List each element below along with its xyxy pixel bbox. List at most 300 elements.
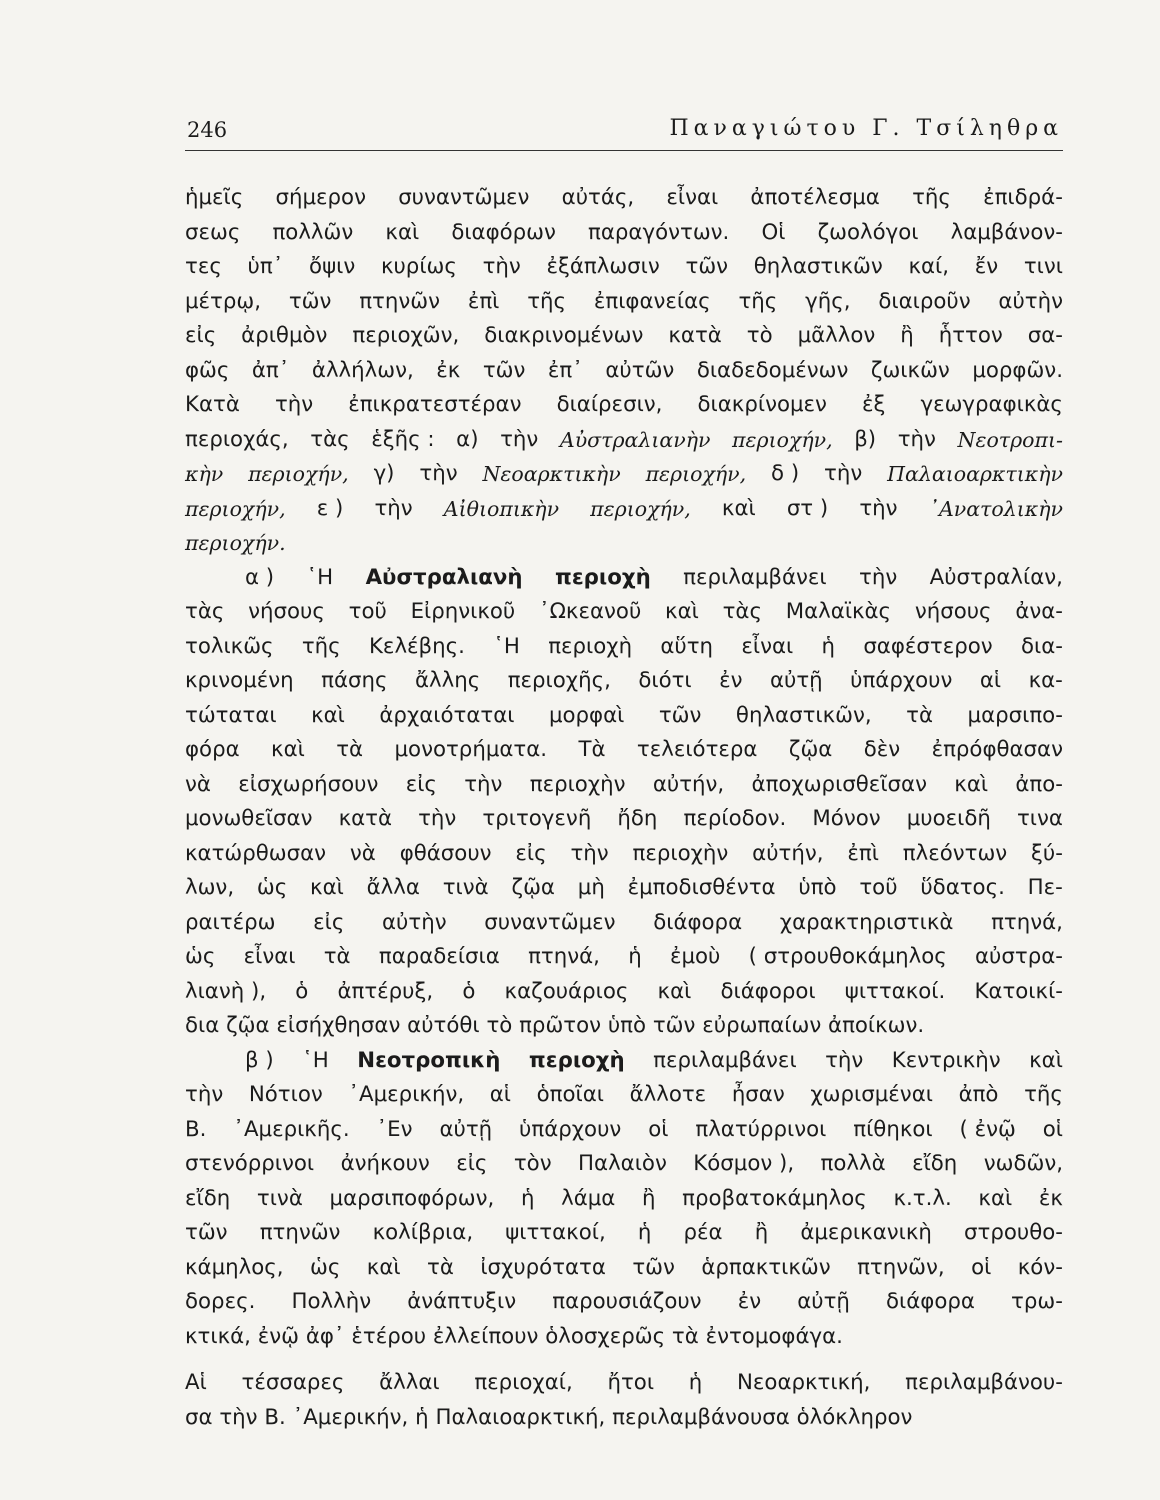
word: τέσσαρες: [241, 1370, 345, 1395]
word: καὶ: [310, 875, 344, 900]
word: ἐξ: [862, 392, 886, 417]
word: περιοχὴν: [529, 771, 626, 797]
text-line: [185, 181, 1063, 216]
word: πτηνῶν,: [857, 1254, 945, 1280]
word: Αὐστραλίαν,: [929, 564, 1063, 590]
word: καζουάριος: [504, 978, 629, 1004]
word: ἐπιδρά-: [983, 185, 1063, 210]
word: τὰ: [336, 737, 364, 762]
word: Κατοικί-: [974, 978, 1063, 1004]
text-line: [185, 595, 1063, 630]
word: ἄλλα: [366, 875, 420, 900]
word: τὴν: [274, 392, 314, 417]
word: αὐτάς,: [561, 185, 635, 210]
word: τὰ: [671, 1323, 699, 1349]
word: διαφόρων: [451, 219, 556, 245]
word: τὴν: [500, 426, 539, 452]
word: β ): [245, 1047, 274, 1073]
word: ὁποῖαι: [536, 1082, 604, 1107]
word: τὰς: [722, 599, 762, 624]
word: κα-: [1028, 668, 1063, 693]
word: ψιττακοί.: [844, 978, 946, 1004]
word: τῆς: [738, 288, 778, 314]
word: ἐνῷ: [257, 1323, 300, 1349]
word: πολλῶν: [272, 219, 354, 245]
word: ἐπὶ: [467, 288, 500, 314]
word: σήμερον: [275, 185, 366, 210]
word: μᾶλλον: [797, 323, 876, 348]
word: δια: [185, 1013, 220, 1038]
word: Β.: [264, 1404, 286, 1430]
word: στρουθο-: [964, 1220, 1063, 1245]
text-line: [185, 1182, 1063, 1217]
word: Πε-: [1027, 875, 1063, 900]
text-line: [185, 699, 1063, 734]
word: ἁρπακτικῶν: [701, 1254, 831, 1280]
word: περιοχήν,: [185, 496, 286, 521]
word: κατὰ: [668, 323, 722, 348]
word: ἀποίκων.: [828, 1013, 925, 1038]
word: ἀπο-: [1015, 771, 1063, 797]
word: τὴν: [418, 806, 457, 831]
word: καὶ: [657, 978, 692, 1004]
word: μυοειδῆ: [906, 806, 991, 831]
word: ὁλόκληρον: [796, 1404, 913, 1430]
text-line: [185, 285, 1063, 320]
word: χωρισμέναι: [810, 1082, 933, 1107]
word: περιοχαί,: [474, 1370, 573, 1395]
word: ζῷα: [226, 1013, 270, 1038]
word: παρουσιάζουν: [552, 1289, 702, 1314]
word: παραδείσια: [378, 944, 500, 969]
word: ἢ: [642, 1185, 656, 1211]
text-line: [185, 423, 1063, 458]
word: μονοτρήματα.: [394, 737, 548, 762]
text-line: [185, 250, 1063, 285]
word: ἐκ: [436, 357, 461, 383]
word: εἰς: [313, 909, 345, 935]
word: τινὰ: [256, 1185, 303, 1211]
word: διάφορα: [653, 909, 743, 935]
word: τὴν: [219, 1404, 258, 1430]
text-line: [185, 768, 1063, 803]
text-line: [185, 216, 1063, 251]
word: εἰς: [515, 840, 547, 866]
word: εἰσήχθησαν: [276, 1013, 401, 1038]
word: πτηνῶν: [259, 1220, 341, 1245]
word: ἡ: [415, 1404, 429, 1430]
word: αὐτῇ: [769, 668, 823, 693]
word: Αἰθιοπικὴν: [443, 496, 560, 521]
word: περιοχὴ: [528, 1047, 625, 1073]
word: αὐτόθι: [407, 1013, 480, 1038]
word: ἦσαν: [731, 1082, 785, 1107]
word: Μαλαϊκὰς: [785, 599, 892, 624]
word: στενόρρινοι: [185, 1151, 315, 1176]
page-number: 246: [187, 118, 228, 142]
word: ἀφ᾽: [305, 1323, 345, 1349]
word: κατώρθωσαν: [185, 840, 327, 866]
word: καὶ: [1029, 1047, 1063, 1073]
word: ῾Η: [306, 564, 334, 590]
word: κόν-: [1017, 1254, 1063, 1280]
word: ὑπὸ: [798, 875, 837, 900]
word: καὶ: [271, 737, 305, 762]
word: σα-: [1027, 323, 1063, 348]
word: Αἱ: [185, 1370, 207, 1395]
word: νήσους: [914, 599, 992, 624]
word: τὴν: [859, 564, 898, 590]
word: ὑπάρχουν: [519, 1116, 622, 1142]
word: ζωικῶν: [870, 357, 950, 383]
word: αὐστρα-: [975, 944, 1063, 969]
word: Παλαιὸν: [578, 1151, 667, 1176]
word: προβατοκάμηλος: [682, 1185, 867, 1211]
word: τὴν: [825, 1047, 864, 1073]
word: εἴδη: [912, 1151, 958, 1176]
word: μαρσιποφόρων,: [329, 1185, 495, 1211]
text-line: [185, 630, 1063, 665]
word: πρῶτον: [519, 1013, 602, 1038]
word: παραγόντων.: [588, 219, 730, 245]
word: σαφέστερον: [863, 633, 993, 659]
word: αὐτῶν: [605, 357, 675, 383]
word: συναντῶμεν: [398, 185, 530, 210]
word: στ ): [786, 495, 829, 521]
word: ὡς: [185, 944, 216, 969]
word: γ): [373, 461, 395, 486]
word: ἤτοι: [607, 1370, 655, 1395]
word: ἄλλαι: [379, 1370, 440, 1395]
word: ἀμερικανικὴ: [800, 1220, 932, 1245]
word: Νότιον: [248, 1082, 323, 1107]
word: τῶν: [632, 1254, 675, 1280]
word: Αὐστραλιανὴ: [365, 564, 523, 590]
word: μονωθεῖσαν: [185, 806, 313, 831]
word: ἐμοὺ: [669, 944, 721, 969]
word: ἡ: [628, 944, 642, 969]
word: λιανὴ ),: [185, 978, 267, 1004]
word: πτηνά,: [991, 909, 1063, 935]
word: δια-: [1020, 633, 1063, 659]
text-line: [185, 388, 1063, 423]
text-line: [185, 1009, 1063, 1044]
word: ὁ: [295, 978, 309, 1004]
word: αἱ: [979, 668, 1002, 693]
word: τρω-: [1011, 1289, 1063, 1314]
word: τὴν: [824, 461, 863, 486]
word: περιοχήν,: [645, 462, 747, 486]
word: μέτρῳ,: [185, 288, 262, 314]
word: περιοχήν,: [732, 427, 833, 452]
word: ἐπιφανείας: [593, 288, 711, 314]
word: λων,: [185, 875, 235, 900]
word: νὰ: [185, 771, 211, 797]
word: καὶ: [311, 702, 345, 728]
word: δορες.: [185, 1289, 256, 1314]
word: μαρσιπο-: [967, 702, 1063, 728]
word: πλεόντων: [902, 840, 1008, 866]
word: φόρα: [185, 737, 240, 762]
page-header: [185, 112, 1063, 151]
word: σεως: [185, 219, 241, 245]
word: καὶ: [665, 599, 699, 624]
text-line: [185, 664, 1063, 699]
word: Τὰ: [578, 737, 606, 762]
text-line: [185, 837, 1063, 872]
word: αὐτήν,: [652, 771, 725, 797]
word: εἶναι: [741, 633, 794, 659]
word: τὴν: [419, 461, 458, 486]
word: μορφαὶ: [548, 702, 625, 728]
word: περιοχὴ: [548, 633, 633, 659]
word: τῶν: [482, 357, 526, 383]
word: ὡς: [309, 1254, 341, 1280]
text-line: [185, 1044, 1063, 1079]
word: κολίβρια,: [372, 1220, 474, 1245]
text-line: [185, 1251, 1063, 1286]
text-line: [185, 492, 1063, 527]
word: καὶ: [978, 1185, 1013, 1211]
word: μορφῶν.: [972, 357, 1063, 383]
text-line: [185, 1147, 1063, 1182]
text-line: [185, 1320, 1063, 1355]
word: πτηνά,: [528, 944, 600, 969]
word: τοῦ: [859, 875, 898, 900]
text-line: [185, 526, 1063, 561]
word: πάσης: [321, 668, 388, 693]
word: ὁλοσχερῶς: [545, 1323, 666, 1349]
word: κρινομένη: [185, 668, 294, 693]
word: Νεοτροπι-: [957, 427, 1063, 452]
word: πλατύρρινοι: [695, 1116, 827, 1142]
word: τὴν: [570, 840, 609, 866]
word: περιοχῶν,: [352, 323, 460, 348]
word: ξύ-: [1031, 840, 1063, 866]
word: Παλαιοαρκτική,: [435, 1404, 606, 1430]
word: ἀπὸ: [958, 1082, 999, 1107]
word: α ): [245, 564, 275, 590]
word: ἐπρόφθασαν: [931, 737, 1063, 762]
word: φῶς: [185, 357, 230, 383]
word: πτηνῶν: [359, 288, 441, 314]
word: ἑτέρου: [351, 1323, 427, 1349]
word: τὴν: [482, 254, 521, 279]
word: Οἱ: [761, 219, 786, 245]
word: συναντῶμεν: [484, 909, 616, 935]
word: τῶν: [185, 1220, 228, 1245]
word: καὶ: [954, 771, 989, 797]
word: ἡμεῖς: [185, 185, 244, 210]
word: σα: [185, 1404, 213, 1430]
word: αὕτη: [660, 633, 714, 659]
word: κὴν: [185, 462, 224, 486]
word: κατὰ: [338, 806, 393, 831]
word: διάφορα: [886, 1289, 975, 1314]
word: Πολλὴν: [291, 1289, 372, 1314]
word: κυρίως: [380, 254, 457, 279]
word: τῶν: [658, 702, 702, 728]
word: εὐρωπαίων: [702, 1013, 822, 1038]
text-line: [185, 1285, 1063, 1320]
word: αἱ: [489, 1082, 511, 1107]
word: Νεοαρκτικὴν: [482, 462, 621, 486]
word: ( στρουθοκάμηλος: [748, 944, 947, 969]
word: διακρινομένων: [484, 323, 644, 348]
word: τολικῶς: [185, 633, 274, 659]
word: ἀποχωρισθεῖσαν: [751, 771, 927, 797]
word: ἀνήκουν: [340, 1151, 430, 1176]
word: ὄψιν: [309, 254, 356, 279]
word: ζωολόγοι: [817, 219, 919, 245]
word: κτικά,: [185, 1323, 251, 1349]
word: ἀπτέρυξ,: [337, 978, 434, 1004]
word: τὸ: [746, 323, 773, 348]
word: Μόνον: [812, 806, 881, 831]
word: λάμα: [561, 1185, 616, 1211]
word: καὶ: [721, 495, 756, 521]
text-line: [185, 733, 1063, 768]
word: φθάσουν: [399, 840, 492, 866]
word: ὑπάρχουν: [850, 668, 953, 693]
word: ( ἐνῷ: [959, 1116, 1016, 1142]
word: ἑξῆς :: [371, 426, 435, 452]
word: ᾿Ωκεανοῦ: [539, 599, 642, 624]
word: περιοχὴ: [554, 564, 651, 590]
word: περιλαμβάνει: [653, 1047, 797, 1073]
word: θηλαστικῶν: [753, 254, 883, 279]
word: θηλαστικῶν,: [735, 702, 872, 728]
running-head: Παναγιώτου Γ. Τσίληθρα: [669, 116, 1063, 141]
word: ἐξάπλωσιν: [546, 254, 660, 279]
word: τὰ: [323, 944, 351, 969]
word: τῆς: [912, 185, 951, 210]
word: εἰς: [185, 323, 217, 348]
text-line: [185, 940, 1063, 975]
word: διάφοροι: [720, 978, 816, 1004]
word: εἶναι: [666, 185, 719, 210]
word: ᾿Αμερικήν,: [292, 1404, 409, 1430]
word: ἡ: [637, 1220, 652, 1245]
word: ἀρχαιόταται: [379, 702, 515, 728]
word: περιλαμβάνου-: [905, 1370, 1063, 1395]
text-line: [185, 561, 1063, 596]
word: Εἰρηνικοῦ: [410, 599, 516, 624]
word: α): [456, 426, 479, 452]
word: διαδεδομένων: [696, 357, 849, 383]
word: ἐπ᾽: [547, 357, 583, 383]
text-line: [185, 802, 1063, 837]
word: καὶ: [385, 219, 420, 245]
word: ραιτέρω: [185, 909, 276, 935]
word: τριτογενῆ: [482, 806, 592, 831]
word: τῶν: [685, 254, 729, 279]
word: κ.τ.λ.: [893, 1185, 952, 1211]
word: τὴν: [185, 1082, 224, 1107]
word: αὐτῇ: [797, 1289, 850, 1314]
word: Αὐστραλιανὴν: [559, 427, 711, 452]
word: εἰς: [405, 771, 437, 797]
word: περιοχάς,: [185, 426, 289, 452]
word: περιλαμβάνουσα: [612, 1404, 790, 1430]
word: ἀποτέλεσμα: [750, 185, 880, 210]
word: κάμηλος,: [185, 1254, 284, 1280]
word: εἰσχωρήσουν: [238, 771, 379, 797]
word: ὡς: [256, 875, 288, 900]
word: αὐτῇ: [439, 1116, 493, 1142]
word: ψιττακοί,: [505, 1220, 606, 1245]
word: ᾿Αμερικῆς.: [233, 1116, 350, 1142]
text-line: [185, 906, 1063, 941]
word: δ ): [771, 461, 800, 486]
text-line: [185, 975, 1063, 1010]
word: διότι: [638, 668, 692, 693]
word: τῶν: [652, 1013, 696, 1038]
word: ἄλλης: [414, 668, 481, 693]
text-line: [185, 1078, 1063, 1113]
word: ἧττον: [938, 323, 1003, 348]
word: ἡ: [520, 1185, 535, 1211]
word: τὸ: [486, 1013, 513, 1038]
word: ἤδη: [617, 806, 658, 831]
word: ἄλλοτε: [629, 1082, 707, 1107]
word: ἔν: [974, 254, 999, 279]
word: ζῷα: [788, 737, 833, 762]
body-text: [185, 181, 1063, 1435]
word: ἰσχυρότατα: [480, 1254, 606, 1280]
word: ῾Η: [493, 633, 520, 659]
word: αὐτὴν: [998, 288, 1063, 314]
word: τῆς: [1024, 1082, 1063, 1107]
word: τὰς: [185, 599, 225, 624]
word: ἐπικρατεστέραν: [348, 392, 522, 417]
word: τὰς: [310, 426, 350, 452]
word: Κεντρικὴν: [891, 1047, 1001, 1073]
word: ἐντομοφάγα.: [705, 1323, 843, 1349]
word: δὲν: [863, 737, 901, 762]
word: εἰς: [456, 1151, 488, 1176]
text-line: [185, 871, 1063, 906]
word: ὕδατος.: [920, 875, 1005, 900]
word: νήσους: [248, 599, 325, 624]
word: τῶν: [288, 288, 332, 314]
word: τὰ: [427, 1254, 454, 1280]
word: μὴ: [577, 875, 605, 900]
word: ἐπὶ: [847, 840, 879, 866]
word: τὴν: [374, 495, 413, 521]
word: πίθηκοι: [853, 1116, 933, 1142]
word: περιλαμβάνει: [683, 564, 827, 590]
word: περιοχῆς,: [507, 668, 611, 693]
word: ᾿Ανατολικὴν: [928, 496, 1063, 521]
word: διακρίνομεν: [697, 392, 827, 417]
word: εἴδη: [185, 1185, 231, 1211]
text-line: [185, 1401, 1063, 1436]
word: ε ): [316, 495, 344, 521]
word: ἢ: [754, 1220, 769, 1245]
word: τινὰ: [442, 875, 489, 900]
word: λαμβάνον-: [950, 219, 1063, 245]
word: καὶ: [366, 1254, 401, 1280]
word: οἱ: [1042, 1116, 1063, 1142]
word: τὴν: [859, 495, 898, 521]
word: τὴν: [464, 771, 503, 797]
word: ὁ: [462, 978, 476, 1004]
word: οἱ: [971, 1254, 992, 1280]
text-line: [185, 319, 1063, 354]
word: τὴν: [897, 426, 936, 452]
word: τελειότερα: [636, 737, 758, 762]
